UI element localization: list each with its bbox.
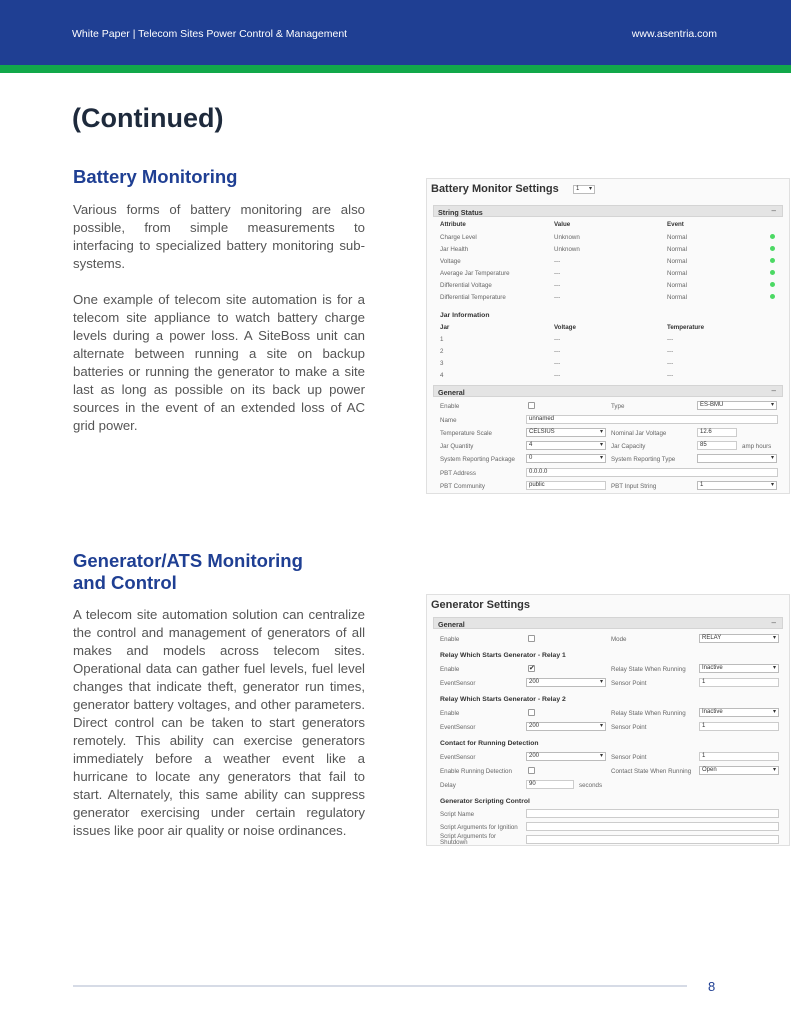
delay-label: Delay [440,782,456,789]
contact-sensor-point-label: Sensor Point [611,754,647,761]
generator-panel-title: Generator Settings [431,599,531,611]
relay2-enable-checkbox[interactable] [528,709,535,716]
string-status-label: String Status [438,208,483,217]
col-jar: Jar [440,324,450,331]
status-dot-icon [770,294,775,299]
jar-voltage: --- [554,360,561,367]
enable-running-detection-label: Enable Running Detection [440,768,512,775]
script-args-shutdown-input[interactable] [526,835,779,844]
value-charge-level: Unknown [554,234,580,241]
temperature-scale-label: Temperature Scale [440,430,492,437]
general-label: General [438,388,465,397]
footer-divider [73,985,687,987]
status-dot-icon [770,234,775,239]
enable-checkbox[interactable] [528,402,535,409]
system-reporting-package-select[interactable]: 0 ▾ [526,454,606,463]
value-diff-temp: --- [554,294,561,301]
temperature-scale-select[interactable]: CELSIUS ▾ [526,428,606,437]
relay1-sensor-point-label: Sensor Point [611,680,647,687]
battery-paragraph-2: One example of telecom site automation is for a telecom site appliance to watch battery charge levels during a power loss. A SiteBoss unit can alternate between running a site on backup batteries or running the generator to make a site last as long as possible on its back up power sources in the event of an extended loss of AC grid power. [73,292,365,433]
relay2-event-sensor-select[interactable]: 200 ▾ [526,722,606,731]
type-label: Type [611,403,625,410]
jar-temperature: --- [667,360,674,367]
scripting-control-heading: Generator Scripting Control [440,798,530,805]
type-select[interactable]: ES-BMU ▾ [697,401,777,410]
jar-voltage: --- [554,372,561,379]
attr-jar-health: Jar Health [440,246,469,253]
attr-diff-voltage: Differential Voltage [440,282,492,289]
relay2-sensor-point-label: Sensor Point [611,724,647,731]
battery-monitor-settings-panel [426,178,790,494]
event-diff-temp: Normal [667,294,687,301]
relay1-event-sensor-select[interactable]: 200 ▾ [526,678,606,687]
generator-text [73,606,365,858]
event-diff-voltage: Normal [667,282,687,289]
generator-heading [73,550,303,594]
system-reporting-type-select[interactable] [697,454,777,463]
generator-general-bar[interactable] [433,617,783,629]
contact-sensor-point-input[interactable]: 1 [699,752,779,761]
collapse-icon[interactable]: – [771,206,776,215]
contact-event-sensor-select[interactable]: 200 ▾ [526,752,606,761]
jar-temperature: --- [667,372,674,379]
jar-capacity-label: Jar Capacity [611,443,646,450]
page-title: (Continued) [72,103,224,133]
status-dot-icon [770,270,775,275]
jar-temperature: --- [667,336,674,343]
relay1-state-select[interactable]: Inactive ▾ [699,664,779,673]
jar-number: 2 [440,348,444,355]
value-avg-jar-temp: --- [554,270,561,277]
gen-enable-label: Enable [440,636,460,643]
page-header [0,0,791,65]
event-jar-health: Normal [667,246,687,253]
jar-number: 1 [440,336,444,343]
system-reporting-package-label: System Reporting Package [440,456,515,463]
relay1-sensor-point-input[interactable]: 1 [699,678,779,687]
pbt-community-label: PBT Community [440,483,485,490]
gen-enable-checkbox[interactable] [528,635,535,642]
col-value: Value [554,221,571,228]
contact-event-sensor-label: EventSensor [440,754,476,761]
event-voltage: Normal [667,258,687,265]
enable-label: Enable [440,403,460,410]
name-label: Name [440,417,457,424]
contact-state-select[interactable]: Open ▾ [699,766,779,775]
generator-paragraph: A telecom site automation solution can centralize the control and management of generators of all makes and models across telecom sites. Operational data can gather fuel levels, fuel level changes that indicate theft, generator run times, generator battery voltages, and other parameters. Direct control can be taken to start generators remotely. This ability can exercise generators immediately before a weather event like a hurricane to locate any generators that fail to start. Alternately, this same ability can suppress generator exercising under certain regulatory issues like poor air quality or noise ordinances. [73,607,365,838]
contact-state-label: Contact State When Running [611,768,692,775]
contact-running-heading: Contact for Running Detection [440,740,539,747]
header-title: White Paper | Telecom Sites Power Control & Management [72,28,348,40]
relay2-event-sensor-label: EventSensor [440,724,476,731]
status-dot-icon [770,282,775,287]
system-reporting-type-label: System Reporting Type [611,456,676,463]
jar-temperature: --- [667,348,674,355]
battery-monitoring-text [73,201,365,453]
relay1-enable-checkbox[interactable] [528,665,535,672]
jar-quantity-select[interactable]: 4 ▾ [526,441,606,450]
generator-settings-panel [426,594,790,846]
mode-label: Mode [611,636,627,643]
jar-quantity-label: Jar Quantity [440,443,474,450]
battery-panel-title: Battery Monitor Settings [431,183,559,195]
battery-paragraph-1: Various forms of battery monitoring are also possible, from simple measurements to interfacing to specialized battery monitoring sub-systems. [73,202,365,271]
status-dot-icon [770,258,775,263]
battery-monitoring-heading: Battery Monitoring [73,166,238,187]
jar-number: 4 [440,372,444,379]
pbt-input-string-select[interactable]: 1 ▾ [697,481,777,490]
script-name-input[interactable] [526,809,779,818]
relay2-state-label: Relay State When Running [611,710,686,717]
attr-voltage: Voltage [440,258,461,265]
name-input[interactable]: unnamed [526,415,778,424]
attr-avg-jar-temp: Average Jar Temperature [440,270,510,277]
collapse-icon[interactable]: – [771,386,776,395]
delay-unit: seconds [579,782,603,789]
relay1-enable-label: Enable [440,666,460,673]
nominal-jar-voltage-input[interactable]: 12.6 [697,428,737,437]
string-status-bar[interactable] [433,205,783,217]
col-attribute: Attribute [440,221,466,228]
script-args-ignition-input[interactable] [526,822,779,831]
relay2-enable-label: Enable [440,710,460,717]
jar-capacity-input[interactable]: 85 [697,441,737,450]
value-diff-voltage: --- [554,282,561,289]
header-url[interactable]: www.asentria.com [631,28,717,40]
relay1-event-sensor-label: EventSensor [440,680,476,687]
relay1-heading: Relay Which Starts Generator - Relay 1 [440,652,566,659]
col-event: Event [667,221,684,228]
event-charge-level: Normal [667,234,687,241]
general-bar[interactable] [433,385,783,397]
pbt-input-string-label: PBT Input String [611,483,657,490]
mode-select[interactable]: RELAY ▾ [699,634,779,643]
attr-diff-temp: Differential Temperature [440,294,506,301]
jar-voltage: --- [554,336,561,343]
generator-heading-line2: and Control [73,572,177,593]
jar-capacity-unit: amp hours [742,443,772,450]
relay2-state-select[interactable]: Inactive ▾ [699,708,779,717]
status-dot-icon [770,246,775,251]
pbt-address-label: PBT Address [440,470,476,477]
relay1-state-label: Relay State When Running [611,666,686,673]
attr-charge-level: Charge Level [440,234,477,241]
generator-heading-line1: Generator/ATS Monitoring [73,550,303,571]
page-number: 8 [708,979,716,994]
col-jar-temperature: Temperature [667,324,705,331]
generator-general-label: General [438,620,465,629]
col-jar-voltage: Voltage [554,324,576,331]
jar-information-heading: Jar Information [440,312,490,319]
jar-number: 3 [440,360,444,367]
collapse-icon[interactable]: – [771,618,776,627]
script-name-label: Script Name [440,811,475,818]
delay-input[interactable]: 90 [526,780,574,789]
relay2-heading: Relay Which Starts Generator - Relay 2 [440,696,566,703]
jar-voltage: --- [554,348,561,355]
value-jar-health: Unknown [554,246,580,253]
value-voltage: --- [554,258,561,265]
script-args-shutdown-label: Script Arguments for Shutdown [440,833,497,846]
pbt-address-input[interactable]: 0.0.0.0 [526,468,778,477]
header-accent-stripe [0,65,791,73]
battery-string-select[interactable]: 1 ▾ [573,185,595,194]
enable-running-detection-checkbox[interactable] [528,767,535,774]
event-avg-jar-temp: Normal [667,270,687,277]
pbt-community-input[interactable]: public [526,481,606,490]
nominal-jar-voltage-label: Nominal Jar Voltage [611,430,667,437]
script-args-ignition-label: Script Arguments for Ignition [440,824,518,831]
relay2-sensor-point-input[interactable]: 1 [699,722,779,731]
